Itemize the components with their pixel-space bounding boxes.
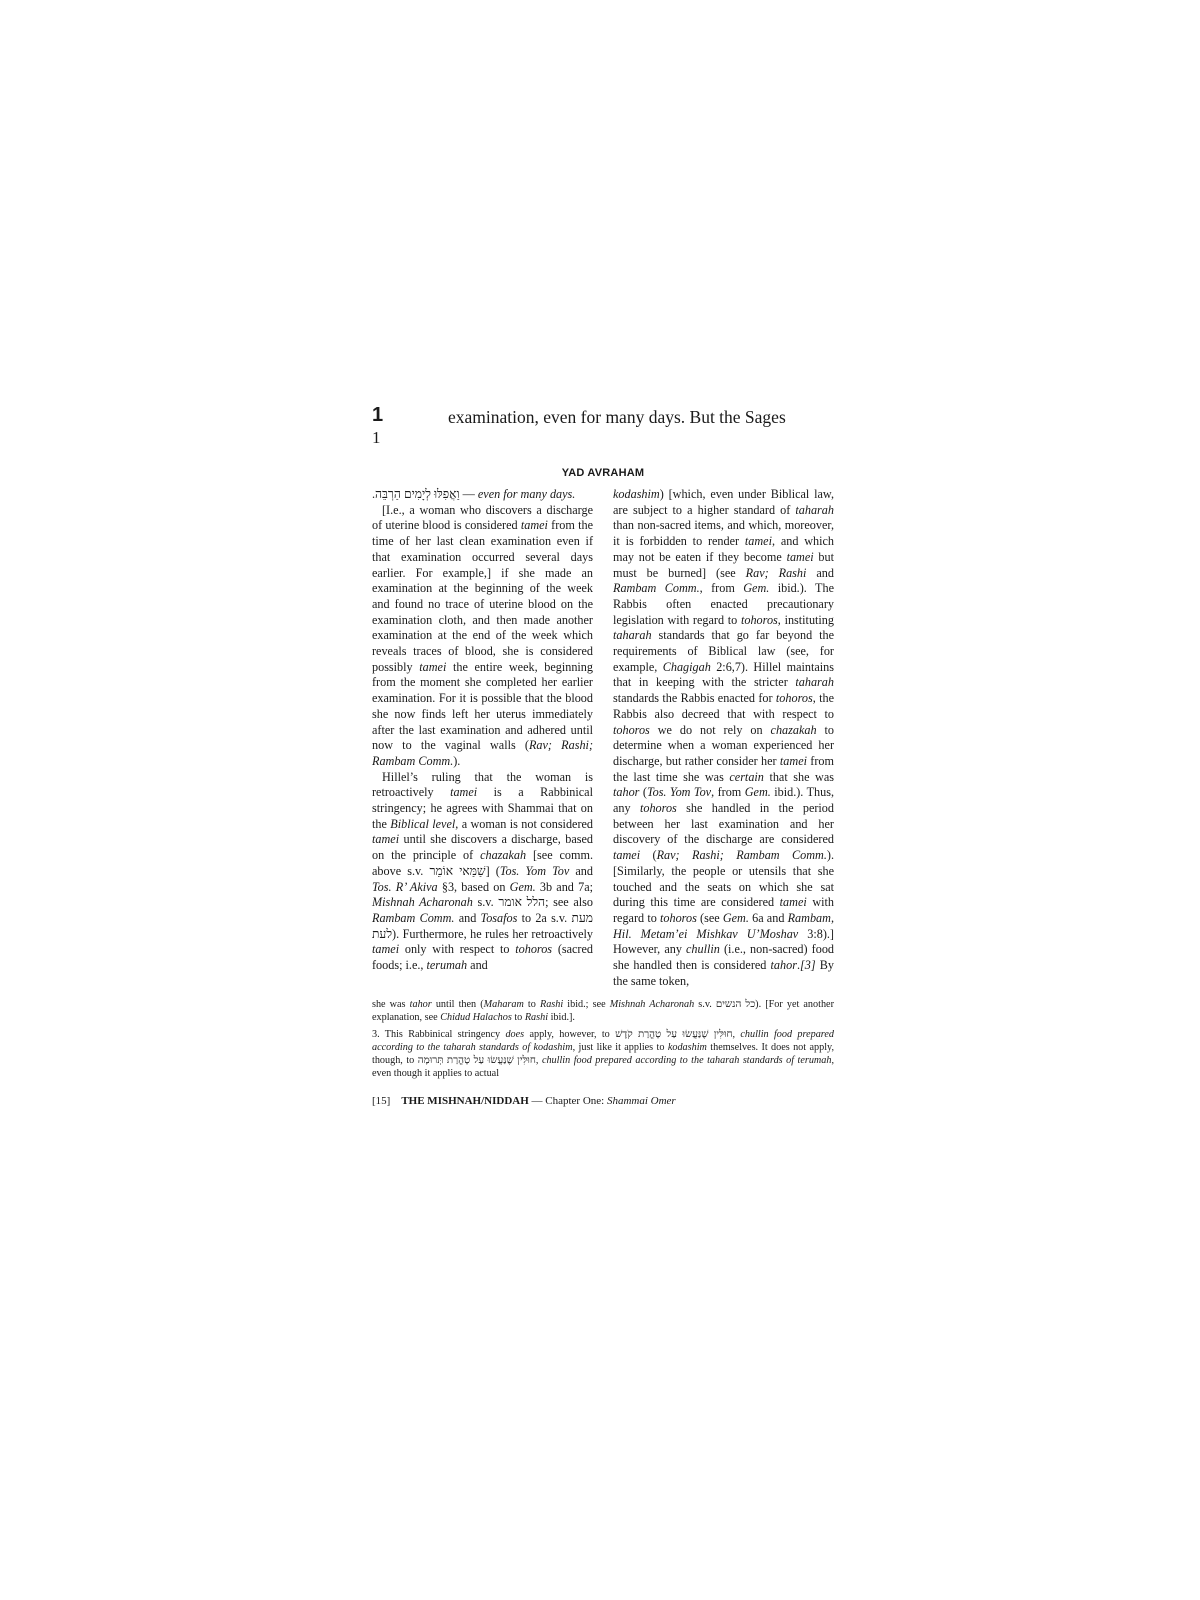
text-run: Maharam [483,998,524,1010]
text-run: to [523,998,540,1010]
mishnah-header [372,405,834,455]
text-run: , the Rabbis also decreed that with respect to [613,691,834,721]
text-run: ibid.]. [548,1011,575,1023]
text-run: does [505,1028,525,1040]
text-run: Rav; Rashi [745,565,807,580]
text-run: Biblical level [390,816,456,831]
text-run: she was [372,998,410,1010]
text-run: ibid.; see [563,998,610,1010]
book-page [372,405,834,1108]
text-run: (i.e., non-sacred) food she handled then is considered [613,942,835,973]
text-run: חוּלִּין שֶׁנַּעֲשׂוּ עַל טָהֳרַת קֹדֶשׁ [615,1028,733,1040]
paragraph [372,503,593,770]
text-run: §3, based on [437,879,510,894]
text-run: ( [639,785,647,800]
text-run: chullin [686,942,720,957]
text-run: tohoros [639,801,677,816]
text-run: ). [Similarly, the people or utensils that she touched and the seats on which she sat during this time are considered [613,848,835,910]
text-run: tamei [779,895,807,910]
text-run: that she was [763,769,834,784]
text-run: and [467,958,488,973]
text-run: standards the Rabbis enacted for [613,691,776,706]
text-run: themselves. It does not apply, though, to [372,1041,835,1066]
text-run: tamei [779,753,807,768]
text-run: tohoros [515,942,553,957]
text-run: ). [453,753,461,768]
text-run: ] ( [485,863,500,878]
text-run: Rav; Rashi; Rambam Comm. [656,848,827,863]
text-run: ). [For yet another explanation, see [372,998,834,1023]
text-run: to 2a s.v. [517,910,572,925]
text-run: to [511,1011,525,1023]
dash: — [459,487,478,501]
text-run: tamei [613,848,641,863]
text-run: taharah [795,675,834,690]
right-column [613,487,834,990]
text-run: , even though it applies to actual [372,1054,835,1079]
text-run: ibid.). The Rabbis often enacted precautionary legislation with regard to [613,581,834,627]
text-run: , from [699,581,744,596]
text-run: הלל אומר [498,895,546,910]
text-run: Tos. Yom Tov [646,785,712,800]
text-run: Gem. [744,785,771,800]
text-run: tamei [744,534,772,549]
text-run: 3:8).] However, any [613,926,834,957]
text-run: Gem. [509,879,536,894]
text-run: ) [which, even under Biblical law, are subject to a higher standard of [613,487,834,517]
text-run: Chidud Halachos [440,1011,512,1023]
text-run: שַׁמַּאי אוֹמֵר [429,863,486,878]
page-number: [15] [372,1094,391,1107]
text-run: Rav; Rashi; Rambam Comm. [372,738,594,768]
text-run: Gem. [743,581,770,596]
text-run: , a woman is not considered [455,816,594,831]
text-run: apply, however, to [524,1028,616,1040]
footnote-continuation [372,998,834,1024]
text-run: Mishnah Acharonah [609,998,695,1010]
text-run: she handled in the period between her last examination and her discovery of the discharge are considered [613,801,834,847]
text-run: חוּלִּין שֶׁנַּעֲשׂוּ עַל טָהֳרַת תְּרוּמָה [417,1054,536,1066]
text-run: tamei [372,832,400,847]
text-run: Rambam, Hil. Metam’ei Mishkav U’Moshav [613,910,834,941]
text-run: tohoros [613,722,650,737]
text-run: kodashim [613,487,660,501]
footnotes [372,998,834,1080]
text-run: מעת לעת [372,910,594,941]
paragraph [613,487,834,990]
book-title: THE MISHNAH/NIDDAH [401,1094,529,1107]
text-run: Tos. Yom Tov [499,863,570,878]
text-run: than non-sacred items, and which, moreover, it is forbidden to render [613,518,834,549]
text-run: chullin food prepared according to the taharah standards of kodashim [372,1028,835,1053]
chapter-label: — Chapter One: [528,1094,607,1107]
page-footer [372,1094,834,1108]
text-run: Tos. R’ Akiva [372,879,438,894]
text-run: with regard to [613,895,834,925]
text-run: ( [640,848,657,863]
text-run: Gem. [722,910,749,925]
text-run: tahor [409,998,432,1010]
chapter-number: 1 [372,404,384,426]
commentary-columns [372,487,834,990]
text-run: standards that go far beyond the requirements of Biblical law (see, for example, [613,628,834,674]
text-run: ; see also [545,895,593,910]
text-run: chullin food prepared according to the taharah standards of terumah [541,1054,832,1066]
chapter-name: Shammai Omer [606,1094,676,1107]
text-run: but must be burned] (see [613,549,834,580]
text-run: By the same token, [613,958,834,988]
text-run: 2:6,7). Hillel maintains that in keeping with the stricter [613,659,834,690]
text-run: Rashi [539,998,564,1010]
mishnah-text: examination, even for many days. But the Sages [448,407,786,427]
text-run: until she discovers a discharge, based on the principle of [372,832,593,863]
text-run: we do not rely on [649,722,771,737]
text-run: [I.e., a woman who discovers a discharge of uterine blood is considered [372,502,593,533]
text-run: tahor [613,785,640,800]
text-run: to determine when a woman experienced her discharge, but rather consider her [613,722,834,768]
text-run: tamei [372,942,400,957]
text-run: kodashim [667,1041,707,1053]
text-run: (see [696,910,723,925]
text-run: , [732,1028,741,1040]
text-run: , instituting [777,612,834,627]
text-run: כל הנשים [715,998,756,1010]
text-run: until then ( [431,998,484,1010]
text-run: 6a and [748,910,788,925]
text-run: [see comm. above s.v. [372,848,593,878]
text-run: 3b and 7a; [535,879,593,894]
text-run: ibid.). Thus, any [613,785,834,816]
text-run: certain [729,769,764,784]
text-run: is a Rabbinical stringency; he agrees with Shammai that on the [372,785,593,831]
text-run: and [806,565,834,580]
text-run: s.v. [694,998,716,1010]
text-run: Rambam Comm. [613,581,700,596]
text-run: taharah [795,502,834,517]
text-run: Rashi [524,1011,549,1023]
text-run: Tosafos [480,910,518,925]
text-run: from the time of her last clean examination even if that examination occurred several days earlier. For example,] if she made an examination at the beginning of the week and found no trace of uterine blood on the examination cloth, and then made another examination at the end of the week which reveals traces of blood, she is considered possibly [372,518,593,674]
text-run: from the last time she was [613,753,834,784]
text-run: the entire week, beginning from the moment she completed her earlier examination. For it is possible that the blood she now finds left her uterus immediately after the last examination and adhered until now to the vaginal walls ( [372,659,593,753]
text-run: tohoros [660,910,697,925]
heading-paragraph [372,487,593,503]
mishnah-number: 1 [372,428,381,447]
text-run: tamei [419,659,447,674]
text-run: , from [711,785,745,800]
text-run: tamei [450,785,478,800]
text-run: . [796,958,801,973]
commentary-title: YAD AVRAHAM [561,467,645,479]
text-run: chazakah [770,722,817,737]
footnote-3 [372,1028,834,1080]
text-run: taharah [613,628,652,643]
text-run: only with respect to [399,942,516,957]
text-run: terumah [426,958,468,973]
text-run: (sacred foods; i.e., [372,942,593,973]
text-run: tohoros [775,691,813,706]
text-run: Mishnah Acharonah [372,895,473,910]
text-run: tamei [786,549,814,564]
text-run: , [535,1054,542,1066]
text-run: and [454,910,481,925]
text-run: , just like it applies to [572,1041,668,1053]
text-run: Chagigah [662,659,711,674]
text-run: ). Furthermore, he rules her retroactively [392,926,593,941]
text-run: and [569,863,593,878]
text-run: , and which may not be eaten if they become [613,534,834,564]
hebrew-heading: וַאֲפִלּוּ לְיָמִים הַרְבֵּה. [372,487,460,501]
left-column [372,487,593,990]
text-run: s.v. [472,895,499,910]
text-run: Rambam Comm. [372,910,455,925]
paragraph [372,770,593,974]
text-run: Hillel’s ruling that the woman is retroactively [372,769,593,800]
text-run: tamei [520,518,548,533]
heading-translation: even for many days. [477,487,576,501]
text-run: 3. This Rabbinical stringency [372,1028,506,1040]
text-run: chazakah [480,848,527,863]
text-run: [3] [800,958,816,973]
text-run: tahor [770,958,797,973]
text-run: tohoros [740,612,778,627]
